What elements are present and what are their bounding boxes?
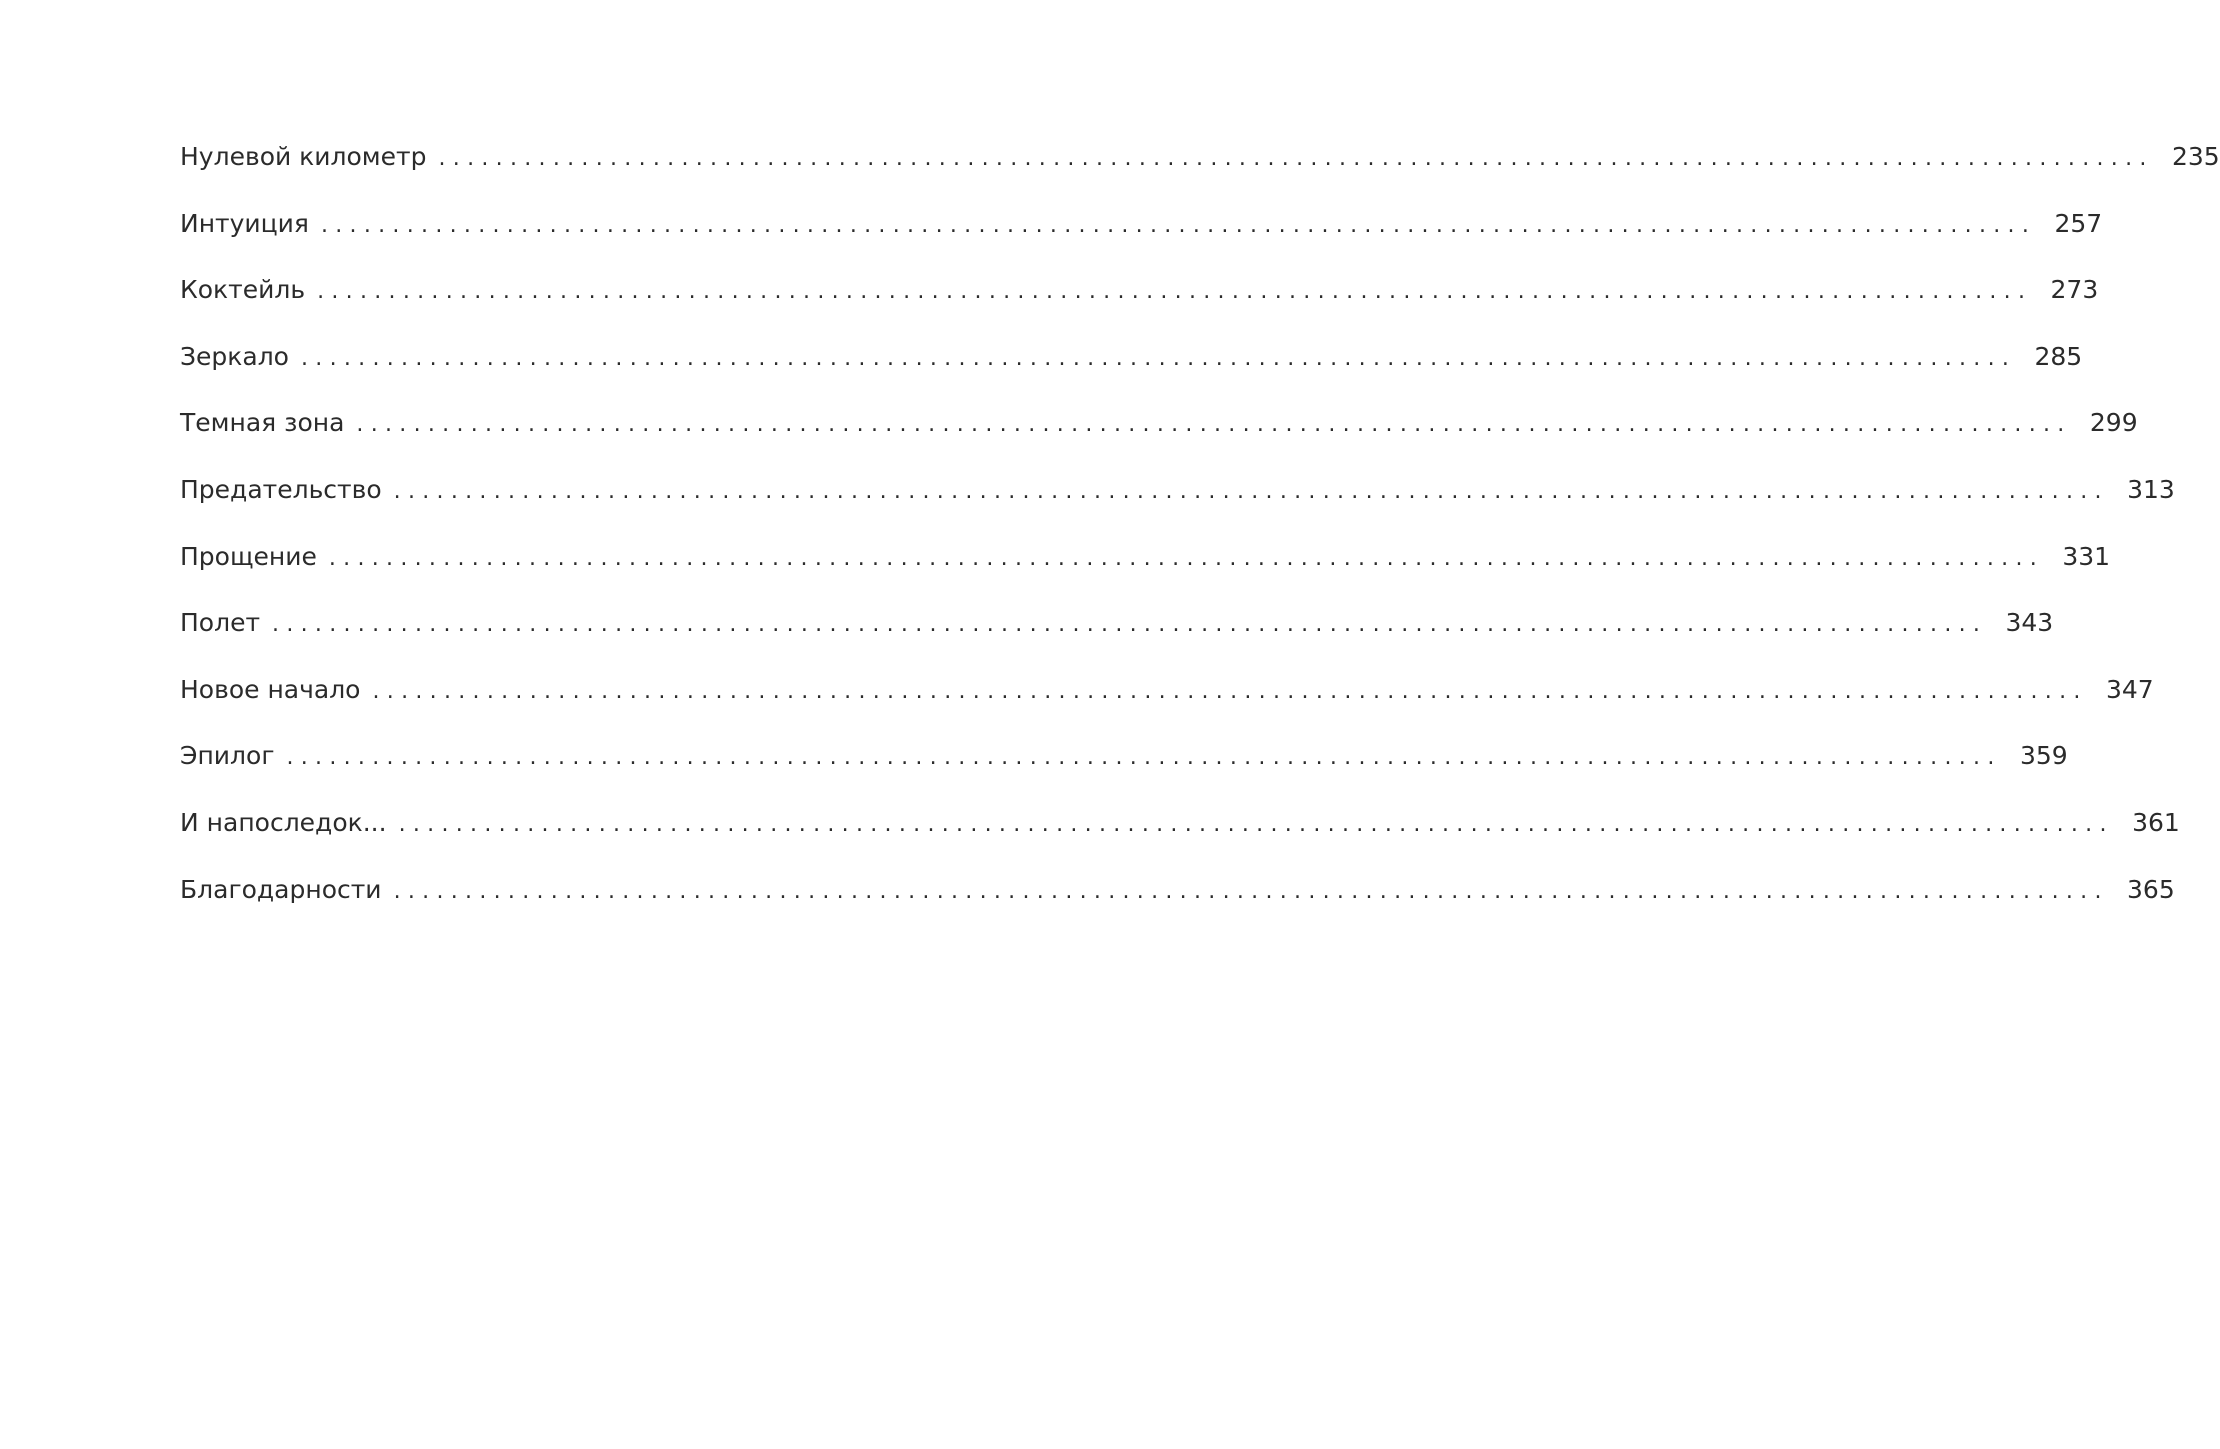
toc-entry xyxy=(180,735,2068,802)
toc-entry-page-number: 313 xyxy=(2127,474,2175,504)
dot-leader: ........................................................................................................................ xyxy=(317,279,2033,305)
toc-entry-page-number: 285 xyxy=(2034,341,2083,371)
dot-leader: ........................................................................................................................ xyxy=(393,878,2109,904)
toc-entry-page-number: 343 xyxy=(2005,608,2054,638)
dot-leader: ........................................................................................................................ xyxy=(286,745,2002,771)
toc-entry-page-number: 365 xyxy=(2127,874,2175,904)
toc-entry-page-number: 273 xyxy=(2050,275,2099,305)
toc-entry-title: Новое начало xyxy=(180,674,361,704)
toc-entry xyxy=(180,336,2083,403)
toc-entry-page-number: 299 xyxy=(2089,408,2138,438)
toc-entry-page-number: 359 xyxy=(2019,741,2068,771)
toc-entry-title: Полет xyxy=(180,608,261,638)
toc-entry-title: Зеркало xyxy=(180,341,289,371)
toc-entry-title: Темная зона xyxy=(180,408,345,438)
toc-entry xyxy=(180,136,2220,203)
dot-leader: ........................................................................................................................ xyxy=(356,412,2072,438)
dot-leader: ........................................................................................................................ xyxy=(320,212,2037,238)
dot-leader: ........................................................................................................................ xyxy=(272,612,1988,638)
toc-entry xyxy=(180,869,2175,936)
toc-entry xyxy=(180,402,2138,469)
toc-entry-page-number: 347 xyxy=(2105,674,2154,704)
toc-entry-page-number: 257 xyxy=(2054,208,2103,238)
toc-entry-page-number: 361 xyxy=(2132,807,2180,837)
toc-entry-page-number: 235 xyxy=(2171,142,2220,171)
toc-entry xyxy=(180,469,2175,536)
toc-entry xyxy=(180,536,2111,603)
toc-entry xyxy=(180,269,2099,336)
toc-entry xyxy=(180,203,2103,270)
dot-leader: ........................................................................................................................ xyxy=(300,345,2017,371)
table-of-contents xyxy=(180,136,2220,935)
toc-entry-title: Предательство xyxy=(180,474,382,504)
toc-entry-page-number: 331 xyxy=(2062,541,2111,571)
toc-entry-title: Прощение xyxy=(180,541,317,571)
dot-leader: ........................................................................................................................ xyxy=(328,545,2045,571)
toc-entry-title: Эпилог xyxy=(180,741,275,771)
toc-entry xyxy=(180,602,2054,669)
toc-entry xyxy=(180,802,2180,869)
toc-entry-title: Интуиция xyxy=(180,208,309,238)
dot-leader: ........................................................................................................................ xyxy=(438,146,2154,171)
dot-leader: ........................................................................................................................ xyxy=(398,811,2114,837)
toc-entry-title: И напоследок... xyxy=(180,807,387,837)
dot-leader: ........................................................................................................................ xyxy=(393,478,2109,504)
toc-entry-title: Нулевой километр xyxy=(180,142,427,171)
dot-leader: ........................................................................................................................ xyxy=(372,678,2088,704)
toc-entry-title: Коктейль xyxy=(180,275,306,305)
toc-entry xyxy=(180,669,2154,736)
toc-entry-title: Благодарности xyxy=(180,874,382,904)
